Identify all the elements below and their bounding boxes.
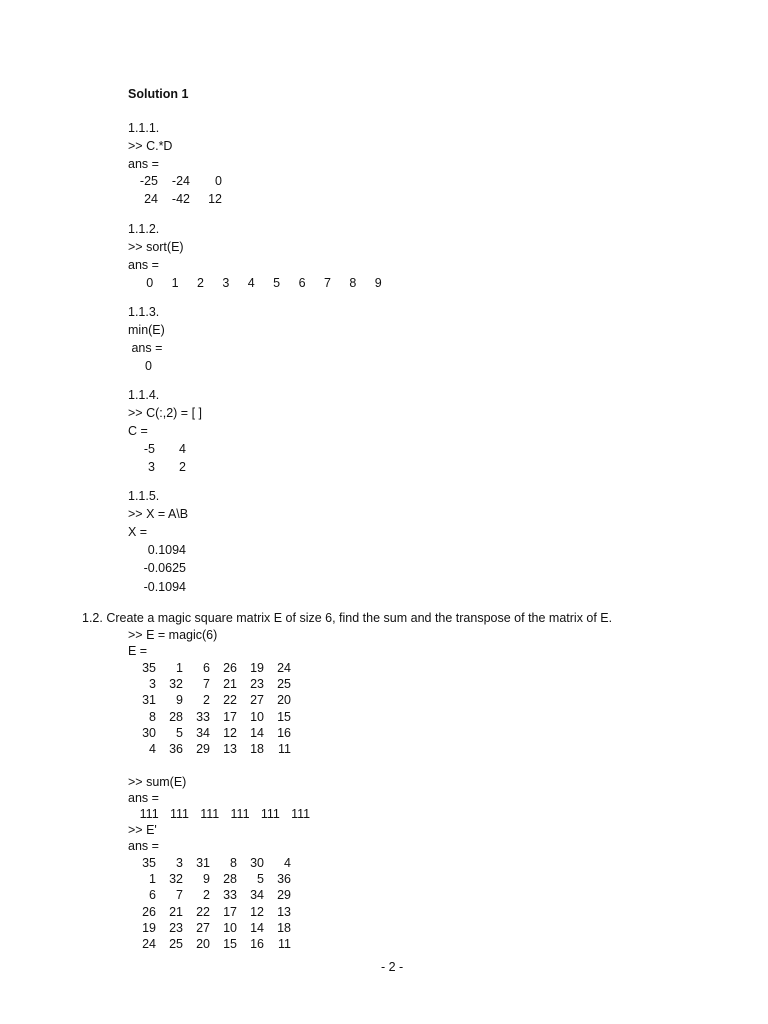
matrix-cell: 8	[149, 709, 156, 724]
matrix-cell: -24	[171, 174, 190, 188]
result-vector-1-1-5	[126, 541, 186, 596]
sum-value: 111	[230, 807, 250, 821]
vector-value: 2	[197, 276, 204, 290]
matrix-cell: 15	[277, 709, 291, 724]
matrix-cell: 30	[142, 725, 156, 740]
matrix-cell: 27	[250, 693, 264, 708]
sum-value: 111	[139, 807, 159, 821]
result-matrix-1-1-4	[124, 440, 186, 476]
command-transpose: >> E'	[128, 823, 157, 837]
matrix-cell: 22	[196, 904, 210, 919]
matrix-cell: 19	[142, 920, 156, 935]
min-value-1-1-3: 0	[145, 359, 152, 373]
command-magic: >> E = magic(6)	[128, 628, 218, 642]
matrix-cell: 27	[196, 920, 210, 935]
c-label-1-1-4: C =	[128, 424, 148, 438]
section-label-1-1-2: 1.1.2.	[128, 222, 160, 236]
ans-label-1-1-1: ans =	[128, 157, 159, 171]
matrix-cell: 14	[250, 725, 264, 740]
vector-value: 0.1094	[147, 543, 186, 557]
matrix-cell: 1	[176, 661, 183, 675]
vector-value: 1	[171, 276, 179, 290]
matrix-cell: 24	[144, 192, 158, 206]
matrix-cell: 5	[257, 872, 264, 887]
sum-value: 111	[169, 807, 189, 821]
matrix-cell: 21	[169, 904, 183, 919]
matrix-cell: 23	[250, 677, 264, 692]
matrix-cell: 10	[223, 920, 237, 935]
matrix-cell: 19	[250, 661, 264, 675]
command-sum: >> sum(E)	[128, 775, 187, 789]
matrix-cell: 3	[149, 677, 156, 692]
matrix-cell: 2	[203, 888, 210, 903]
matrix-cell: 21	[223, 677, 237, 692]
vector-value: 5	[273, 276, 281, 290]
matrix-cell: 12	[250, 904, 264, 919]
vector-value: 4	[247, 276, 255, 290]
matrix-cell: 18	[277, 920, 291, 935]
matrix-cell: 28	[223, 872, 237, 887]
matrix-cell: 30	[250, 856, 264, 870]
vector-value: -0.0625	[143, 561, 186, 576]
x-label-1-1-5: X =	[128, 525, 148, 539]
matrix-cell: 26	[142, 904, 156, 919]
matrix-cell: 11	[278, 741, 291, 756]
vector-value: 9	[374, 276, 382, 290]
matrix-cell: 28	[169, 709, 183, 724]
matrix-cell: 3	[148, 460, 155, 474]
matrix-cell: 12	[208, 192, 222, 206]
magic-matrix	[129, 660, 291, 757]
sum-value: 111	[291, 807, 311, 821]
vector-value: 7	[323, 276, 331, 290]
matrix-cell: 9	[176, 693, 183, 708]
matrix-cell: 4	[149, 741, 156, 756]
command-1-1-5: >> X = A\B	[128, 507, 189, 521]
matrix-cell: 7	[176, 888, 183, 903]
section-label-1-1-4: 1.1.4.	[128, 388, 160, 402]
sum-value: 111	[260, 807, 280, 821]
matrix-cell: 25	[169, 936, 183, 951]
matrix-cell: 25	[277, 677, 291, 692]
sum-row	[134, 806, 316, 822]
matrix-cell: 26	[223, 661, 237, 675]
matrix-cell: 13	[223, 741, 237, 756]
matrix-cell: -25	[139, 174, 158, 188]
matrix-cell: 17	[223, 904, 237, 919]
command-1-1-2: >> sort(E)	[128, 240, 184, 254]
command-1-1-3: min(E)	[128, 323, 165, 337]
solution-heading: Solution 1	[128, 87, 189, 101]
matrix-cell: 23	[169, 920, 183, 935]
matrix-cell: 0	[215, 174, 222, 188]
matrix-cell: 22	[223, 693, 237, 708]
matrix-cell: 36	[277, 872, 291, 887]
matrix-cell: 24	[277, 661, 291, 675]
transpose-matrix	[129, 855, 291, 952]
matrix-cell: 32	[169, 872, 183, 887]
ans-label-1-1-3: ans =	[128, 341, 163, 355]
sum-value: 111	[200, 807, 220, 821]
matrix-cell: 8	[230, 856, 237, 870]
matrix-cell: 14	[250, 920, 264, 935]
matrix-cell: 32	[169, 677, 183, 692]
matrix-cell: 16	[277, 725, 291, 740]
e-label: E =	[128, 644, 148, 658]
matrix-cell: 29	[196, 741, 210, 756]
matrix-cell: 17	[223, 709, 237, 724]
ans-label-1-1-2: ans =	[128, 258, 159, 272]
matrix-cell: 5	[176, 725, 183, 740]
matrix-cell: 4	[284, 856, 291, 870]
result-matrix-1-1-1	[126, 172, 222, 208]
matrix-cell: 15	[223, 936, 237, 951]
matrix-cell: 12	[223, 725, 237, 740]
matrix-cell: 2	[179, 460, 186, 474]
sorted-vector-1-1-2	[137, 275, 391, 291]
matrix-cell: 31	[142, 693, 156, 708]
matrix-cell: 9	[203, 872, 210, 887]
matrix-cell: 11	[278, 936, 291, 951]
matrix-cell: 1	[149, 872, 156, 887]
vector-value: 3	[222, 276, 230, 290]
matrix-cell: 33	[196, 709, 210, 724]
matrix-cell: 34	[250, 888, 264, 903]
matrix-cell: 3	[176, 856, 183, 870]
vector-value: 8	[349, 276, 357, 290]
matrix-cell: -42	[171, 192, 190, 206]
matrix-cell: 31	[196, 856, 210, 870]
transpose-ans-label: ans =	[128, 839, 159, 853]
page-number: - 2 -	[381, 960, 404, 974]
vector-value: -0.1094	[143, 579, 186, 594]
matrix-cell: 6	[203, 661, 210, 675]
question-1-2: 1.2. Create a magic square matrix E of size 6, find the sum and the transpose of the matrix of E.	[82, 611, 613, 625]
matrix-cell: 4	[179, 442, 186, 456]
matrix-cell: 35	[142, 856, 156, 870]
matrix-cell: 24	[142, 936, 156, 951]
matrix-cell: -5	[143, 442, 155, 456]
matrix-cell: 10	[250, 709, 264, 724]
matrix-cell: 7	[203, 677, 210, 692]
matrix-cell: 36	[169, 741, 183, 756]
section-label-1-1-5: 1.1.5.	[128, 489, 160, 503]
matrix-cell: 20	[277, 693, 291, 708]
matrix-cell: 2	[203, 693, 210, 708]
command-1-1-1: >> C.*D	[128, 139, 173, 153]
matrix-cell: 20	[196, 936, 210, 951]
matrix-cell: 29	[277, 888, 291, 903]
matrix-cell: 33	[223, 888, 237, 903]
matrix-cell: 18	[250, 741, 264, 756]
matrix-cell: 16	[250, 936, 264, 951]
section-label-1-1-1: 1.1.1.	[128, 121, 160, 135]
matrix-cell: 13	[277, 904, 291, 919]
command-1-1-4: >> C(:,2) = [ ]	[128, 406, 202, 420]
vector-value: 0	[146, 276, 154, 290]
vector-value: 6	[298, 276, 306, 290]
sum-ans-label: ans =	[128, 791, 159, 805]
matrix-cell: 34	[196, 725, 210, 740]
section-label-1-1-3: 1.1.3.	[128, 305, 160, 319]
matrix-cell: 35	[142, 661, 156, 675]
matrix-cell: 6	[149, 888, 156, 903]
